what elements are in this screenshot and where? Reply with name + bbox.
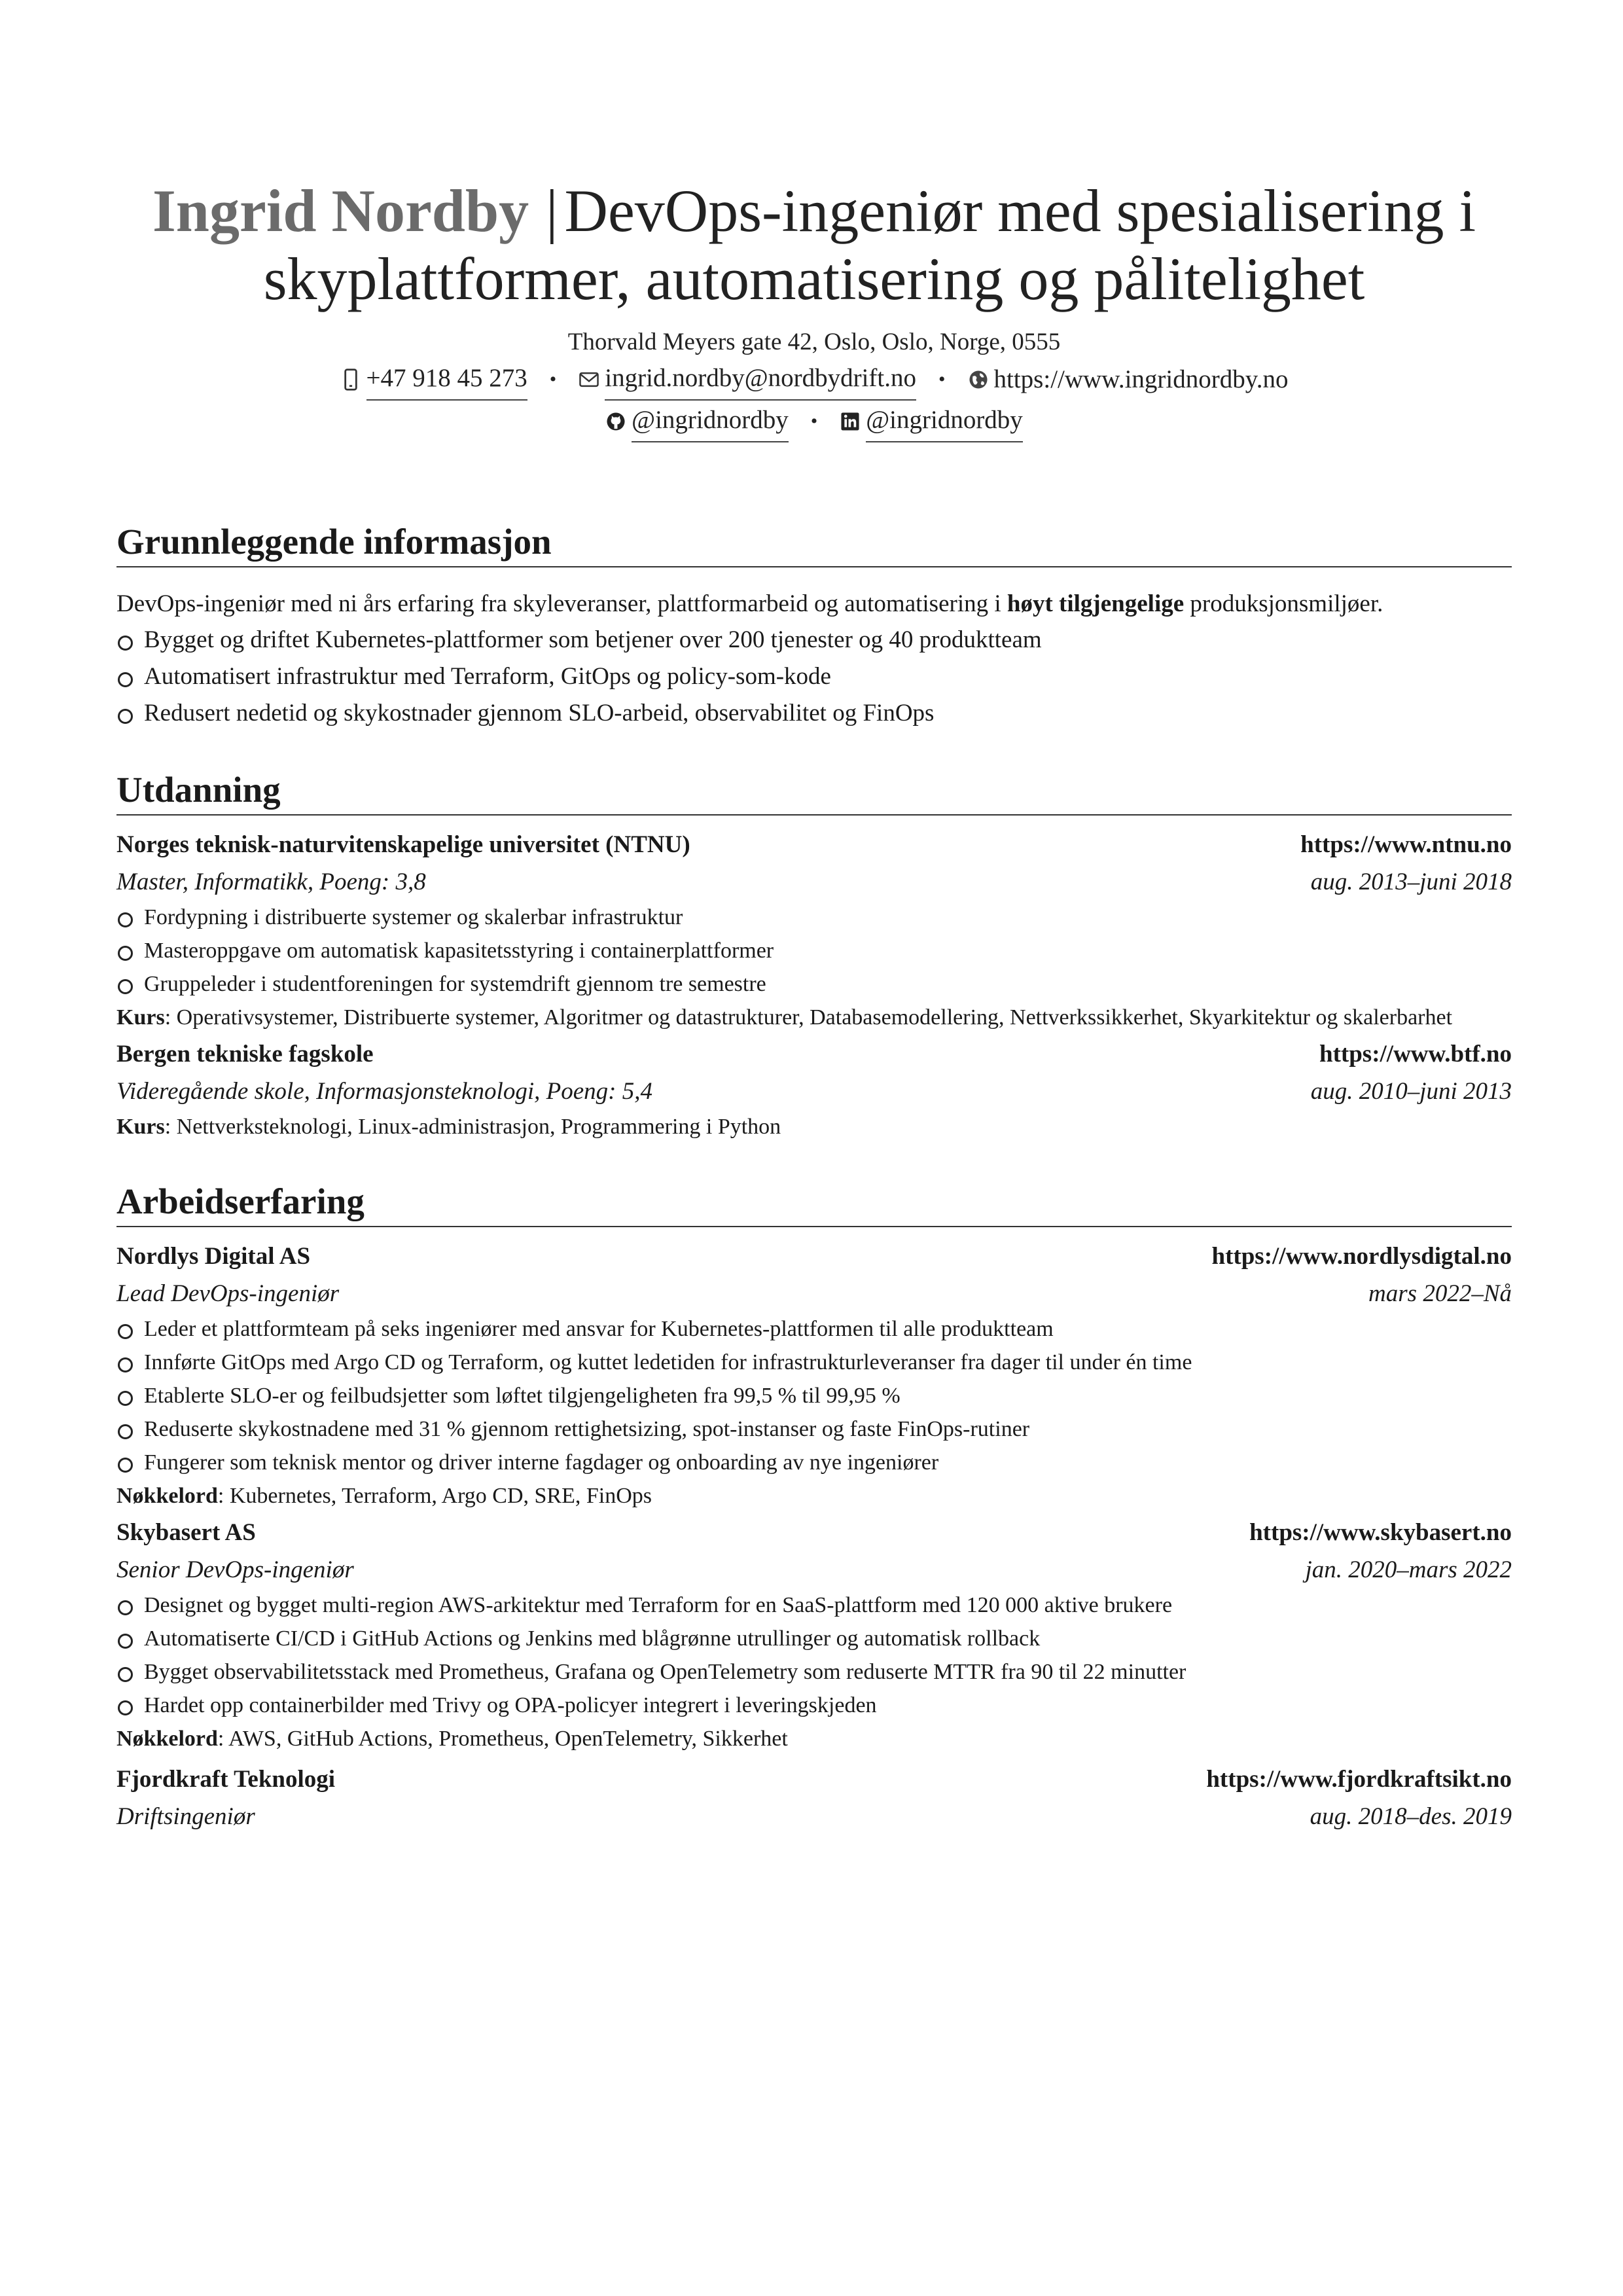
linkedin-link[interactable]: @ingridnordby: [866, 401, 1023, 442]
entry-subheader: [116, 1073, 1512, 1110]
courses: Kurs: Operativsystemer, Distribuerte systemer, Algoritmer og datastrukturer, Databasemodellering, Nettverkssikkerhet, Skyarkitektur og skalerbarhet: [116, 1005, 1453, 1030]
keywords-label: Nøkkelord: [116, 1484, 218, 1508]
entry-subheader: [116, 1799, 1512, 1835]
contact-phone: [340, 359, 527, 401]
summary-heading: Grunnleggende informasjon: [116, 520, 1512, 567]
company-name: Fjordkraft Teknologi: [116, 1766, 336, 1793]
experience-entry: [116, 1238, 1512, 1513]
list-item: Bygget og driftet Kubernetes-plattformer som betjener over 200 tjenester og 40 produktteam: [116, 622, 1512, 658]
entry-header: [116, 1238, 1512, 1276]
keywords-label: Nøkkelord: [116, 1727, 218, 1751]
envelope-icon: [579, 368, 599, 391]
courses-label: Kurs: [116, 1115, 165, 1139]
list-item: Automatisert infrastruktur med Terraform, GitOps og policy-som-kode: [116, 658, 1512, 695]
summary-bullets: [116, 622, 1512, 732]
person-name: Ingrid Nordby: [152, 177, 529, 244]
entry-subheader: [116, 1552, 1512, 1588]
address: Thorvald Meyers gate 42, Oslo, Oslo, Norge, 0555: [567, 329, 1061, 355]
education-heading: Utdanning: [116, 768, 1512, 816]
linkedin-icon: [840, 410, 861, 433]
dates: aug. 2018–des. 2019: [1310, 1803, 1512, 1830]
list-item: Masteroppgave om automatisk kapasitetsstyring i containerplattformer: [116, 934, 1512, 967]
summary-text-bold: høyt tilgjengelige: [1007, 590, 1185, 617]
contact-row-secondary: [116, 401, 1512, 442]
job-title: DevOps-ingeniør med spesialisering i skyplattformer, automatisering og pålitelighet: [263, 177, 1476, 312]
list-item: Reduserte skykostnadene med 31 % gjennom rettighetsizing, spot-instanser og faste FinOps-rutiner: [116, 1412, 1512, 1446]
contact-github: [605, 401, 789, 442]
education-entry: [116, 1035, 1512, 1143]
role: Lead DevOps-ingeniør: [116, 1280, 340, 1307]
entry-header: [116, 1761, 1512, 1799]
list-item: Fordypning i distribuerte systemer og skalerbar infrastruktur: [116, 901, 1512, 934]
dates: aug. 2013–juni 2018: [1310, 869, 1512, 895]
degree: Master, Informatikk, Poeng: 3,8: [116, 869, 426, 895]
summary-section: [116, 520, 1512, 732]
entry-subheader: [116, 1276, 1512, 1312]
website-link[interactable]: https://www.ingridnordby.no: [993, 365, 1289, 393]
experience-heading: Arbeidserfaring: [116, 1180, 1512, 1227]
contact-email: [579, 359, 916, 401]
education-section: [116, 768, 1512, 1143]
summary-text-start: DevOps-ingeniør med ni års erfaring fra skyleveranser, plattformarbeid og automatisering i: [116, 590, 1001, 617]
resume-header: [116, 177, 1512, 442]
entry-header: [116, 1035, 1512, 1073]
role: Driftsingeniør: [116, 1803, 255, 1830]
experience-section: [116, 1180, 1512, 1835]
experience-bullets: [116, 1588, 1512, 1722]
institution-name: Norges teknisk-naturvitenskapelige universitet (NTNU): [116, 831, 690, 858]
company-url[interactable]: https://www.fjordkraftsikt.no: [1206, 1766, 1512, 1793]
company-url[interactable]: https://www.nordlysdigtal.no: [1211, 1243, 1512, 1270]
title-separator: |: [546, 177, 558, 244]
keywords-list: AWS, GitHub Actions, Prometheus, OpenTelemetry, Sikkerhet: [228, 1727, 788, 1751]
entry-header: [116, 1514, 1512, 1552]
list-item: Innførte GitOps med Argo CD og Terraform, og kuttet ledetiden for infrastrukturleveranser fra dager til under én time: [116, 1346, 1512, 1379]
list-item: Leder et plattformteam på seks ingeniører med ansvar for Kubernetes-plattformen til alle produktteam: [116, 1312, 1512, 1346]
institution-url[interactable]: https://www.ntnu.no: [1300, 831, 1512, 858]
dates: aug. 2010–juni 2013: [1310, 1078, 1512, 1105]
github-icon: [605, 410, 626, 433]
list-item: Etablerte SLO-er og feilbudsjetter som løftet tilgjengeligheten fra 99,5 % til 99,95 %: [116, 1379, 1512, 1412]
globe-icon: [968, 368, 989, 391]
phone-icon: [340, 368, 361, 391]
list-item: Redusert nedetid og skykostnader gjennom SLO-arbeid, observabilitet og FinOps: [116, 695, 1512, 732]
summary-text-end: produksjonsmiljøer.: [1190, 590, 1383, 617]
phone-link[interactable]: +47 918 45 273: [366, 359, 527, 401]
list-item: Automatiserte CI/CD i GitHub Actions og Jenkins med blågrønne utrullinger og automatisk rollback: [116, 1622, 1512, 1655]
summary-text: [116, 586, 1512, 622]
list-item: Fungerer som teknisk mentor og driver interne fagdager og onboarding av nye ingeniører: [116, 1446, 1512, 1479]
experience-entry: [116, 1514, 1512, 1755]
separator-dot: •: [938, 368, 946, 390]
github-link[interactable]: @ingridnordby: [632, 401, 789, 442]
page-title: [116, 177, 1512, 313]
education-bullets: [116, 901, 1512, 1001]
courses-list: Nettverksteknologi, Linux-administrasjon, Programmering i Python: [176, 1115, 781, 1139]
keywords: Nøkkelord: Kubernetes, Terraform, Argo CD, SRE, FinOps: [116, 1484, 652, 1508]
contact-row-primary: [116, 359, 1512, 401]
list-item: Bygget observabilitetsstack med Prometheus, Grafana og OpenTelemetry som reduserte MTTR fra 90 til 22 minutter: [116, 1655, 1512, 1689]
separator-dot: •: [810, 410, 818, 432]
experience-entry: [116, 1761, 1512, 1835]
contact-linkedin: [840, 401, 1023, 442]
courses: Kurs: Nettverksteknologi, Linux-administrasjon, Programmering i Python: [116, 1115, 781, 1139]
keywords: Nøkkelord: AWS, GitHub Actions, Prometheus, OpenTelemetry, Sikkerhet: [116, 1727, 788, 1751]
separator-dot: •: [549, 368, 557, 390]
contact-website: [968, 360, 1289, 399]
education-entry: [116, 826, 1512, 1034]
company-name: Skybasert AS: [116, 1519, 256, 1546]
degree: Videregående skole, Informasjonsteknologi, Poeng: 5,4: [116, 1078, 652, 1105]
dates: jan. 2020–mars 2022: [1305, 1556, 1512, 1583]
list-item: Gruppeleder i studentforeningen for systemdrift gjennom tre semestre: [116, 967, 1512, 1001]
entry-header: [116, 826, 1512, 864]
institution-name: Bergen tekniske fagskole: [116, 1041, 374, 1067]
dates: mars 2022–Nå: [1368, 1280, 1512, 1307]
list-item: Hardet opp containerbilder med Trivy og OPA-policyer integrert i leveringskjeden: [116, 1689, 1512, 1722]
experience-bullets: [116, 1312, 1512, 1479]
list-item: Designet og bygget multi-region AWS-arkitektur med Terraform for en SaaS-plattform med 120 000 aktive brukere: [116, 1588, 1512, 1622]
institution-url[interactable]: https://www.btf.no: [1319, 1041, 1512, 1067]
keywords-list: Kubernetes, Terraform, Argo CD, SRE, FinOps: [229, 1484, 652, 1508]
courses-label: Kurs: [116, 1005, 165, 1030]
email-link[interactable]: ingrid.nordby@nordbydrift.no: [605, 359, 916, 401]
role: Senior DevOps-ingeniør: [116, 1556, 354, 1583]
courses-list: Operativsystemer, Distribuerte systemer, Algoritmer og datastrukturer, Databasemodellering, Nettverkssikkerhet, Skyarkitektur og skalerbarhet: [176, 1005, 1453, 1030]
company-name: Nordlys Digital AS: [116, 1243, 311, 1270]
company-url[interactable]: https://www.skybasert.no: [1249, 1519, 1512, 1546]
resume-page: [116, 0, 1512, 1835]
entry-subheader: [116, 864, 1512, 901]
